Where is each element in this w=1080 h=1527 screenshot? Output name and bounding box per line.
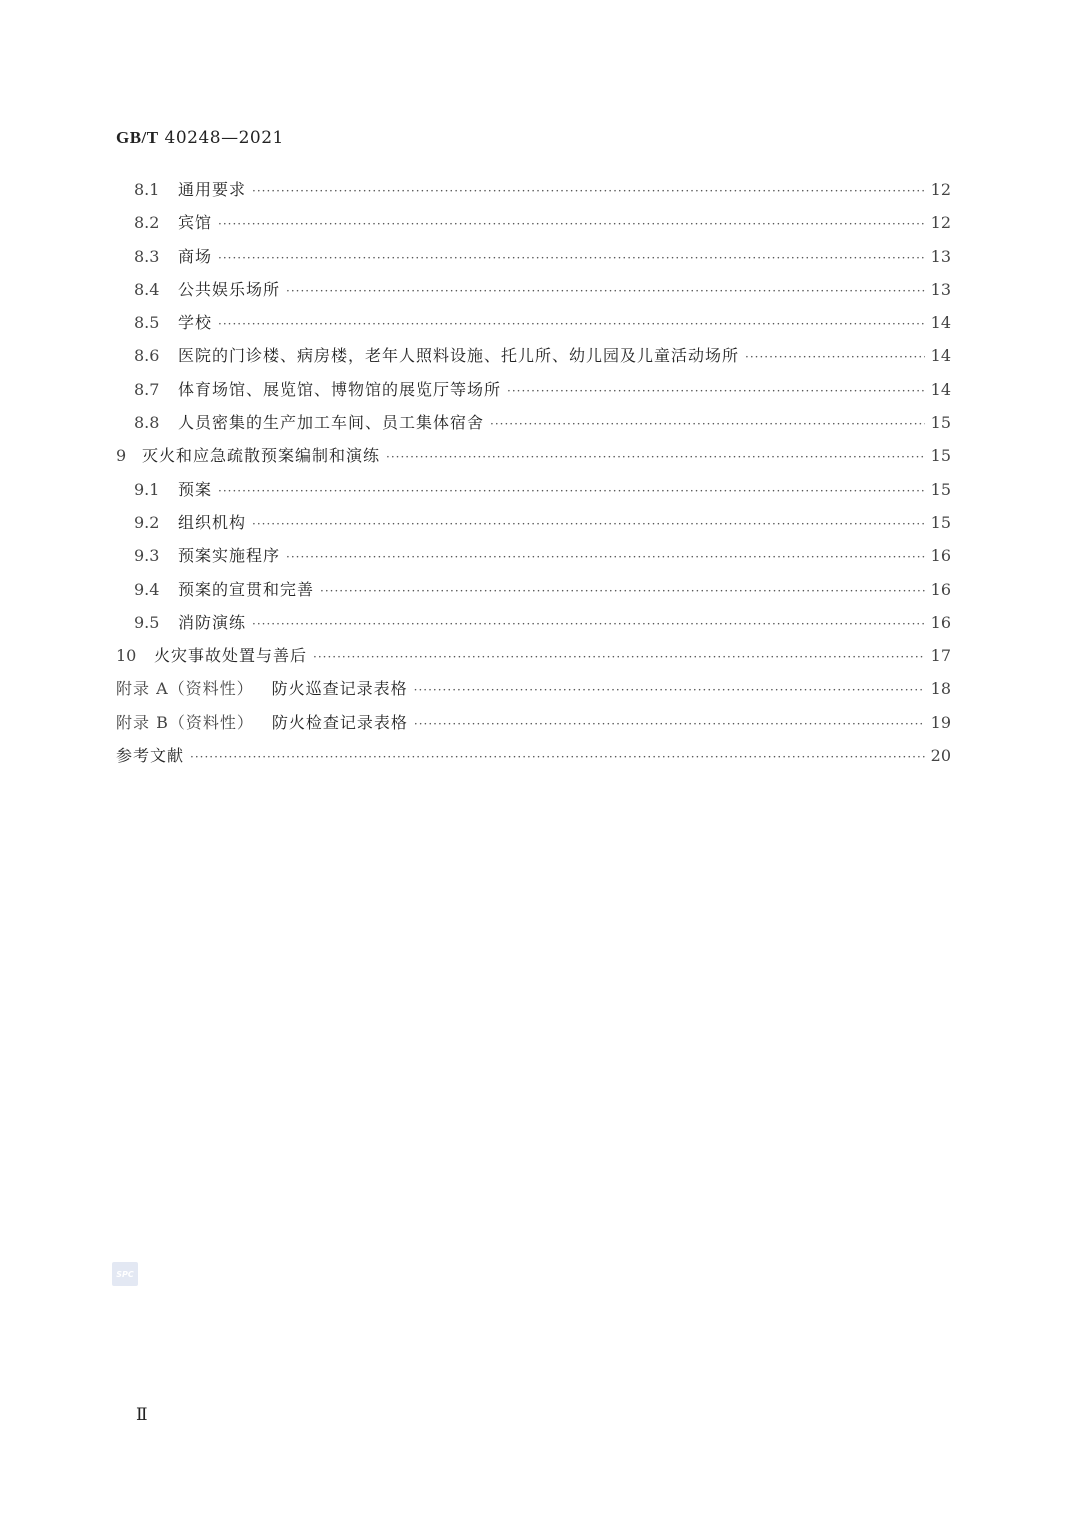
toc-entry-title: 体育场馆、展览馆、博物馆的展览厅等场所 bbox=[178, 379, 502, 399]
dot-leader bbox=[286, 550, 925, 564]
toc-entry[interactable] bbox=[116, 477, 951, 510]
toc-entry-page: 15 bbox=[930, 413, 951, 433]
toc-entry-page: 14 bbox=[930, 313, 951, 333]
toc-entry-page: 20 bbox=[930, 746, 951, 766]
toc-entry[interactable] bbox=[116, 410, 951, 443]
toc-entry-number: 8.2 bbox=[134, 213, 160, 233]
toc-entry-title: 组织机构 bbox=[178, 512, 247, 532]
toc-entry-number: 9.4 bbox=[134, 579, 160, 599]
toc-entry-title: 公共娱乐场所 bbox=[178, 279, 281, 299]
toc-entry-number: 8.6 bbox=[134, 346, 160, 366]
toc-entry-title: 学校 bbox=[178, 313, 213, 333]
toc-entry-number: 8.7 bbox=[134, 379, 160, 399]
toc-entry-number: 8.4 bbox=[134, 279, 160, 299]
dot-leader bbox=[190, 750, 925, 764]
toc-entry[interactable] bbox=[116, 244, 951, 277]
toc-entry[interactable] bbox=[116, 377, 951, 410]
toc-entry[interactable] bbox=[116, 277, 951, 310]
toc-entry-title: 防火检查记录表格 bbox=[271, 712, 408, 732]
toc-entry-page: 13 bbox=[930, 246, 951, 266]
watermark-logo: SPC bbox=[112, 1262, 138, 1286]
toc-entry-title: 灭火和应急疏散预案编制和演练 bbox=[142, 446, 381, 466]
toc-entry[interactable] bbox=[116, 676, 951, 709]
toc-entry[interactable] bbox=[116, 510, 951, 543]
toc-entry-page: 16 bbox=[930, 546, 951, 566]
toc-entry-page: 14 bbox=[930, 346, 951, 366]
toc-entry[interactable] bbox=[116, 310, 951, 343]
toc-entry[interactable] bbox=[116, 343, 951, 376]
toc-entry-number: 附录 A（资料性） bbox=[116, 679, 254, 699]
standard-code: GB/T bbox=[116, 128, 159, 147]
toc-entry-title: 预案 bbox=[178, 479, 213, 499]
toc-entry-title: 医院的门诊楼、病房楼，老年人照料设施、托儿所、幼儿园及儿童活动场所 bbox=[178, 346, 740, 366]
toc-entry-page: 15 bbox=[930, 479, 951, 499]
toc-entry-title: 商场 bbox=[178, 246, 213, 266]
dot-leader bbox=[252, 617, 925, 631]
toc-entry-title: 火灾事故处置与善后 bbox=[154, 646, 308, 666]
toc-entry-page: 18 bbox=[930, 679, 951, 699]
dot-leader bbox=[313, 650, 925, 664]
toc-entry-title: 预案的宣贯和完善 bbox=[178, 579, 315, 599]
toc-entry-page: 16 bbox=[930, 612, 951, 632]
toc-entry-page: 15 bbox=[930, 446, 951, 466]
toc-entry-number: 9.5 bbox=[134, 612, 160, 632]
toc-entry-number: 8.5 bbox=[134, 313, 160, 333]
toc-entry-number: 9.2 bbox=[134, 512, 160, 532]
dot-leader bbox=[414, 717, 925, 731]
toc-entry-title: 人员密集的生产加工车间、员工集体宿舍 bbox=[178, 413, 485, 433]
toc-entry-number: 8.1 bbox=[134, 180, 160, 199]
toc-entry-page: 12 bbox=[930, 180, 951, 199]
toc-entry[interactable] bbox=[116, 443, 951, 476]
dot-leader bbox=[218, 317, 925, 331]
standard-header bbox=[116, 128, 284, 148]
toc-entry-page: 13 bbox=[930, 279, 951, 299]
toc-entry-number: 10 bbox=[116, 646, 137, 666]
dot-leader bbox=[507, 384, 925, 398]
toc-entry-page: 17 bbox=[930, 646, 951, 666]
toc-entry-title: 宾馆 bbox=[178, 213, 213, 233]
dot-leader bbox=[218, 484, 925, 498]
toc-entry-page: 15 bbox=[930, 512, 951, 532]
dot-leader bbox=[252, 184, 925, 198]
toc-entry-title: 防火巡查记录表格 bbox=[271, 679, 408, 699]
table-of-contents bbox=[116, 177, 951, 776]
toc-entry[interactable] bbox=[116, 543, 951, 576]
dot-leader bbox=[286, 284, 925, 298]
dot-leader bbox=[490, 417, 925, 431]
toc-entry-title: 预案实施程序 bbox=[178, 546, 281, 566]
dot-leader bbox=[218, 251, 925, 265]
toc-entry[interactable] bbox=[116, 577, 951, 610]
toc-entry[interactable] bbox=[116, 210, 951, 243]
page-number: Ⅱ bbox=[136, 1405, 148, 1425]
dot-leader bbox=[320, 584, 925, 598]
toc-entry-page: 19 bbox=[930, 712, 951, 732]
toc-entry-page: 14 bbox=[930, 379, 951, 399]
dot-leader bbox=[414, 683, 925, 697]
toc-entry-number: 9.3 bbox=[134, 546, 160, 566]
standard-number: 40248—2021 bbox=[164, 128, 284, 148]
toc-entry[interactable] bbox=[116, 643, 951, 676]
toc-entry-number: 9.1 bbox=[134, 479, 160, 499]
toc-entry[interactable] bbox=[116, 610, 951, 643]
toc-entry[interactable] bbox=[116, 177, 951, 210]
toc-entry-title: 参考文献 bbox=[116, 746, 185, 766]
dot-leader bbox=[218, 217, 925, 231]
toc-entry-number: 8.3 bbox=[134, 246, 160, 266]
toc-entry-number: 附录 B（资料性） bbox=[116, 712, 254, 732]
dot-leader bbox=[386, 450, 925, 464]
dot-leader bbox=[745, 350, 925, 364]
toc-entry-page: 12 bbox=[930, 213, 951, 233]
toc-entry-title: 消防演练 bbox=[178, 612, 247, 632]
toc-entry-number: 9 bbox=[116, 446, 127, 466]
toc-entry[interactable] bbox=[116, 710, 951, 743]
dot-leader bbox=[252, 517, 925, 531]
toc-entry-title: 通用要求 bbox=[178, 180, 247, 199]
toc-entry-number: 8.8 bbox=[134, 413, 160, 433]
toc-entry-page: 16 bbox=[930, 579, 951, 599]
toc-entry[interactable] bbox=[116, 743, 951, 776]
